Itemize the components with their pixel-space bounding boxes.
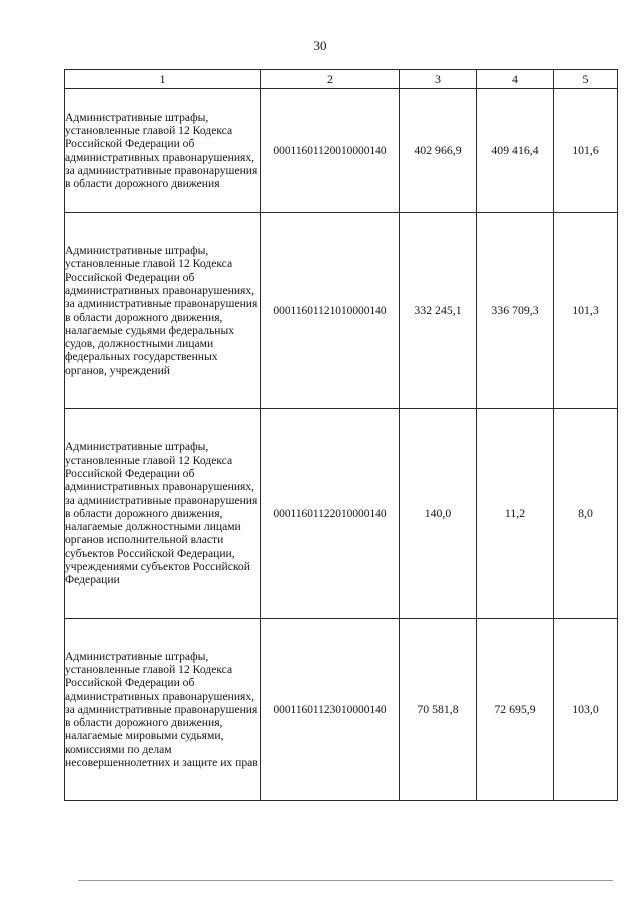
row-name-cell: Административные штрафы, установленные главой 12 Кодекса Российской Федерации об административных правонарушениях, за административные правонарушения в области дорожного движения, налагаемые мировыми судьями, комиссиями по делам несовершеннолетних и защите их прав [65, 619, 261, 801]
column-header-4: 4 [477, 70, 554, 89]
row-value-col4: 336 709,3 [477, 213, 554, 409]
table-row [65, 89, 618, 213]
footer-divider [78, 880, 613, 881]
row-value-col3: 140,0 [400, 409, 477, 619]
row-value-col5: 101,3 [554, 213, 618, 409]
revenue-table [64, 69, 618, 801]
row-value-col4: 11,2 [477, 409, 554, 619]
row-value-col5: 101,6 [554, 89, 618, 213]
table-row [65, 619, 618, 801]
row-value-col3: 402 966,9 [400, 89, 477, 213]
column-header-3: 3 [400, 70, 477, 89]
table-row [65, 409, 618, 619]
row-code-cell: 00011601120010000140 [261, 89, 400, 213]
column-header-1: 1 [65, 70, 261, 89]
column-header-2: 2 [261, 70, 400, 89]
row-code-cell: 00011601123010000140 [261, 619, 400, 801]
row-value-col3: 70 581,8 [400, 619, 477, 801]
table-row [65, 213, 618, 409]
row-value-col4: 409 416,4 [477, 89, 554, 213]
row-value-col5: 8,0 [554, 409, 618, 619]
row-value-col5: 103,0 [554, 619, 618, 801]
row-code-cell: 00011601121010000140 [261, 213, 400, 409]
row-name-cell: Административные штрафы, установленные главой 12 Кодекса Российской Федерации об административных правонарушениях, за административные правонарушения в области дорожного движения, налагаемые должностными лицами органов исполнительной власти субъектов Российской Федерации, учреждениями субъектов Российской Федерации [65, 409, 261, 619]
table-header-row [65, 70, 618, 89]
row-value-col4: 72 695,9 [477, 619, 554, 801]
page-number: 30 [313, 38, 327, 53]
row-name-cell: Административные штрафы, установленные главой 12 Кодекса Российской Федерации об административных правонарушениях, за административные правонарушения в области дорожного движения, налагаемые судьями федеральных судов, должностными лицами федеральных государственных органов, учреждений [65, 213, 261, 409]
row-name-cell: Административные штрафы, установленные главой 12 Кодекса Российской Федерации об административных правонарушениях, за административные правонарушения в области дорожного движения [65, 89, 261, 213]
row-value-col3: 332 245,1 [400, 213, 477, 409]
row-code-cell: 00011601122010000140 [261, 409, 400, 619]
column-header-5: 5 [554, 70, 618, 89]
